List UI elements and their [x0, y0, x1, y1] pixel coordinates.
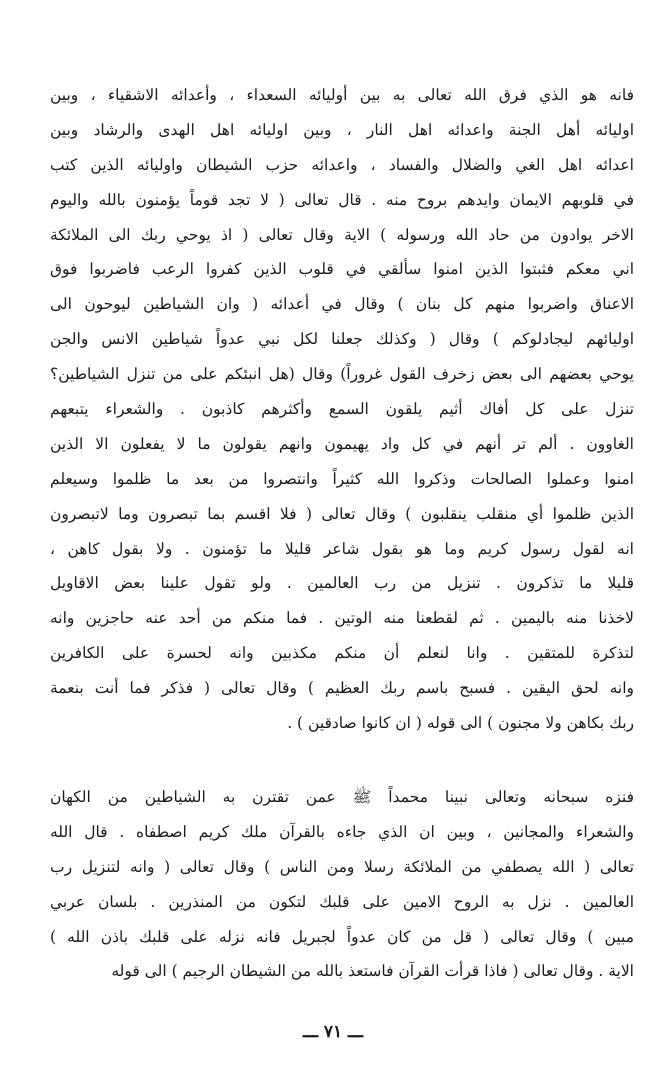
text-line: تنزل على كل أفاك أثيم يلقون السمع وأكثرهم كاذبون . والشعراء يتبعهم: [50, 400, 634, 419]
text-line: الاية . وقال تعالى ( فاذا قرأت القرآن فاستعذ بالله من الشيطان الرجيم ) الى قوله: [111, 962, 634, 981]
text-line: ربك بكاهن ولا مجنون ) الى قوله ( ان كانوا صادقين ) .: [287, 714, 634, 733]
text-line: اني معكم فثبتوا الذين امنوا سألقي في قلوب الذين كفروا الرعب فاضربوا فوق: [50, 260, 634, 279]
text-line: في قلوبهم الايمان وايدهم بروح منه . قال تعالى ( لا تجد قوماً يؤمنون بالله واليوم: [50, 190, 634, 209]
text-line: الاعناق واضربوا منهم كل بنان ) وقال في أعدائه ( وان الشياطين ليوحون الى: [50, 295, 634, 314]
paragraph-1: [50, 78, 634, 741]
text-line: الاخر يوادون من حاد الله ورسوله ) الاية وقال تعالى ( اذ يوحي ربك الى الملائكة: [50, 225, 634, 244]
paragraph-2: [50, 780, 634, 989]
text-line: والشعراء والمجانين ، وبين ان الذي جاءه بالقرآن ملك كريم اصطفاه . قال الله: [50, 822, 634, 841]
text-line: اعدائه اهل الغي والضلال والفساد ، واعدائه حزب الشيطان واوليائه الذين كتب: [50, 155, 634, 174]
text-line: فانه هو الذي فرق الله تعالى به بين أوليائه السعداء ، وأعدائه الاشقياء ، وبين: [50, 86, 634, 104]
text-line: اوليائهم ليجادلوكم ) وقال ( وكذلك جعلنا لكل نبي عدواً شياطين الانس والجن: [50, 330, 634, 349]
text-line: الذين ظلموا أي منقلب ينقلبون ) وقال تعالى ( فلا اقسم بما تبصرون وما لاتبصرون: [50, 504, 634, 523]
page-number: ـــ ٧١ ـــ: [302, 1022, 363, 1042]
text-line: تعالى ( الله يصطفي من الملائكة رسلا ومن الناس ) وقال تعالى ( وانه لتنزيل رب: [50, 857, 634, 876]
text-line: اوليائه أهل الجنة واعدائه اهل النار ، وبين اوليائه اهل الهدى والرشاد وبين: [50, 120, 634, 139]
text-line: وانه لحق اليقين . فسبح باسم ربك العظيم ) وقال تعالى ( فذكر فما أنت بنعمة: [50, 679, 634, 698]
text-line: قليلا ما تذكرون . تنزيل من رب العالمين . ولو تقول علينا بعض الاقاويل: [50, 574, 634, 593]
text-line: العالمين . نزل به الروح الامين على قلبك لتكون من المنذرين . بلسان عربي: [50, 892, 634, 911]
text-line: فنزه سبحانه وتعالى نبينا محمداً ﷺ عمن تقترن به الشياطين من الكهان: [50, 788, 634, 806]
text-line: لتذكرة للمتقين . وانا لنعلم أن منكم مكذبين وانه لحسرة على الكافرين: [50, 644, 634, 663]
text-line: لاخذنا منه باليمين . ثم لقطعنا منه الوتين . فما منكم من أحد عنه حاجزين وانه: [50, 609, 634, 628]
text-line: امنوا وعملوا الصالحات وذكروا الله كثيراً وانتصروا من بعد ما ظلموا وسيعلم: [50, 469, 634, 488]
text-line: مبين ) وقال تعالى ( قل من كان عدواً لجبريل فانه نزله على قلبك باذن الله ): [50, 927, 634, 946]
text-line: يوحي بعضهم الى بعض زخرف القول غروراً) وقال (هل انبئكم على من تنزل الشياطين؟: [50, 365, 634, 384]
text-line: انه لقول رسول كريم وما هو بقول شاعر قليلا ما تؤمنون . ولا بقول كاهن ،: [50, 539, 634, 558]
text-line: الغاوون . ألم تر أنهم في كل واد يهيمون وانهم يقولون ما لا يفعلون الا الذين: [50, 434, 634, 453]
